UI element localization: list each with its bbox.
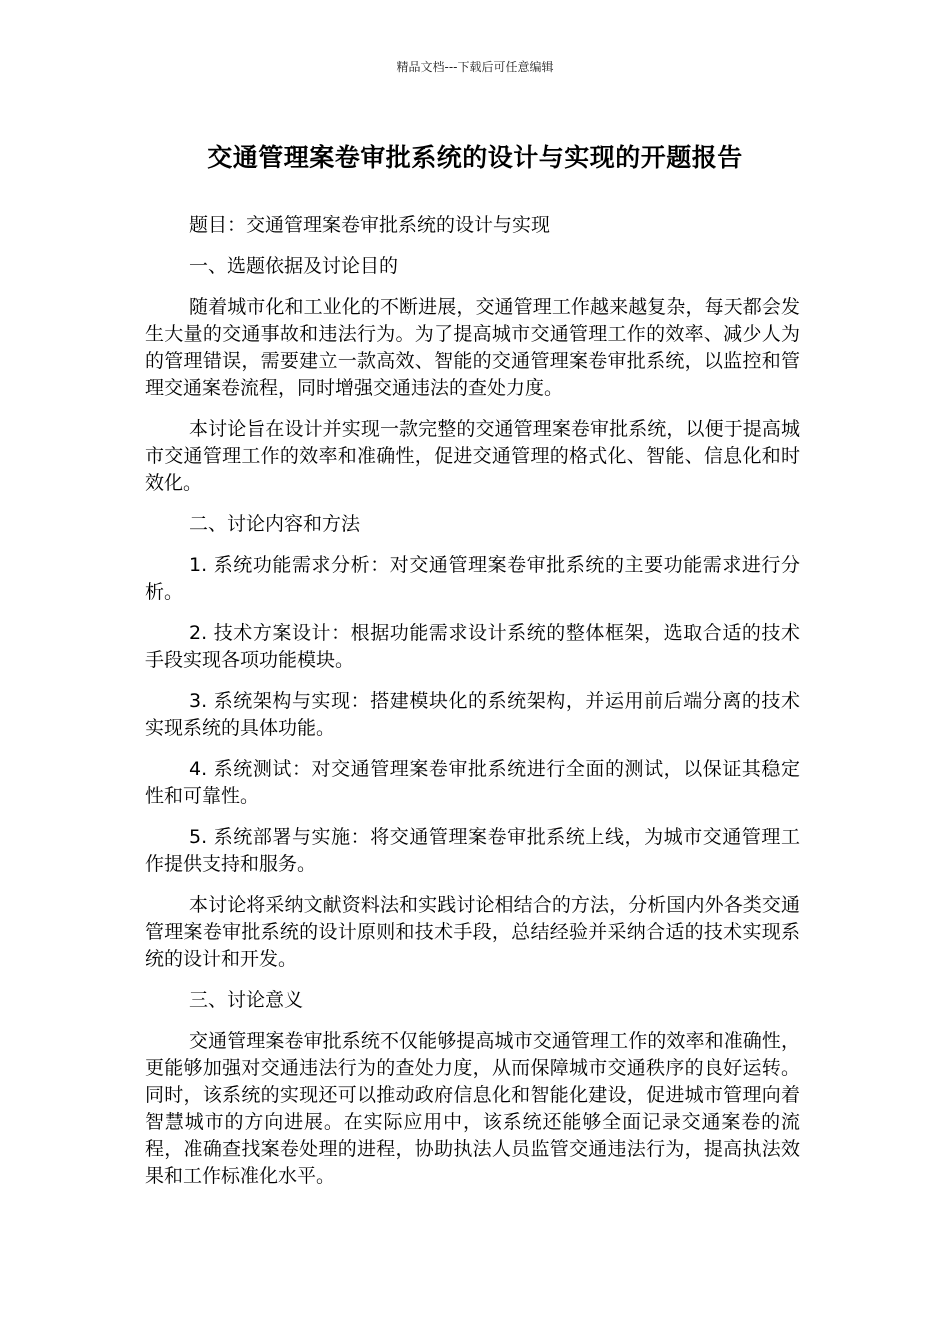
section-1-paragraph-2: 本讨论旨在设计并实现一款完整的交通管理案卷审批系统，以便于提高城市交通管理工作的效率和准确性，促进交通管理的格式化、智能、信息化和时效化。 bbox=[145, 418, 800, 494]
section-2-item-4: 4. 系统测试：对交通管理案卷审批系统进行全面的测试，以保证其稳定性和可靠性。 bbox=[145, 758, 800, 807]
section-2-item-5: 5. 系统部署与实施：将交通管理案卷审批系统上线，为城市交通管理工作提供支持和服务。 bbox=[145, 826, 800, 875]
section-1-paragraph-1: 随着城市化和工业化的不断进展，交通管理工作越来越复杂，每天都会发生大量的交通事故和违法行为。为了提高城市交通管理工作的效率、减少人为的管理错误，需要建立一款高效、智能的交通管理案卷审批系统，以监控和管理交通案卷流程，同时增强交通违法的查处力度。 bbox=[145, 296, 800, 399]
section-2-heading: 二、讨论内容和方法 bbox=[189, 513, 361, 535]
section-3-paragraph: 交通管理案卷审批系统不仅能够提高城市交通管理工作的效率和准确性，更能够加强对交通违法行为的查处力度，从而保障城市交通秩序的良好运转。同时，该系统的实现还可以推动政府信息化和智能化建设，促进城市管理向着智慧城市的方向进展。在实际应用中，该系统还能够全面记录交通案卷的流程，准确查找案卷处理的进程，协助执法人员监管交通违法行为，提高执法效果和工作标准化水平。 bbox=[145, 1030, 800, 1187]
section-2-item-1: 1. 系统功能需求分析：对交通管理案卷审批系统的主要功能需求进行分析。 bbox=[145, 554, 800, 603]
document-title: 交通管理案卷审批系统的设计与实现的开题报告 bbox=[207, 143, 743, 172]
section-3-heading: 三、讨论意义 bbox=[189, 989, 304, 1011]
section-2-closing: 本讨论将采纳文献资料法和实践讨论相结合的方法，分析国内外各类交通管理案卷审批系统的设计原则和技术手段，总结经验并采纳合适的技术实现系统的设计和开发。 bbox=[145, 894, 800, 970]
section-2-item-3: 3. 系统架构与实现：搭建模块化的系统架构，并运用前后端分离的技术实现系统的具体功能。 bbox=[145, 690, 800, 739]
section-2-item-2: 2. 技术方案设计：根据功能需求设计系统的整体框架，选取合适的技术手段实现各项功能模块。 bbox=[145, 622, 800, 671]
header-note: 精品文档---下载后可任意编辑 bbox=[396, 60, 554, 74]
document-body bbox=[145, 212, 800, 1204]
topic-line: 题目：交通管理案卷审批系统的设计与实现 bbox=[189, 214, 551, 236]
section-1-heading: 一、选题依据及讨论目的 bbox=[189, 255, 399, 277]
